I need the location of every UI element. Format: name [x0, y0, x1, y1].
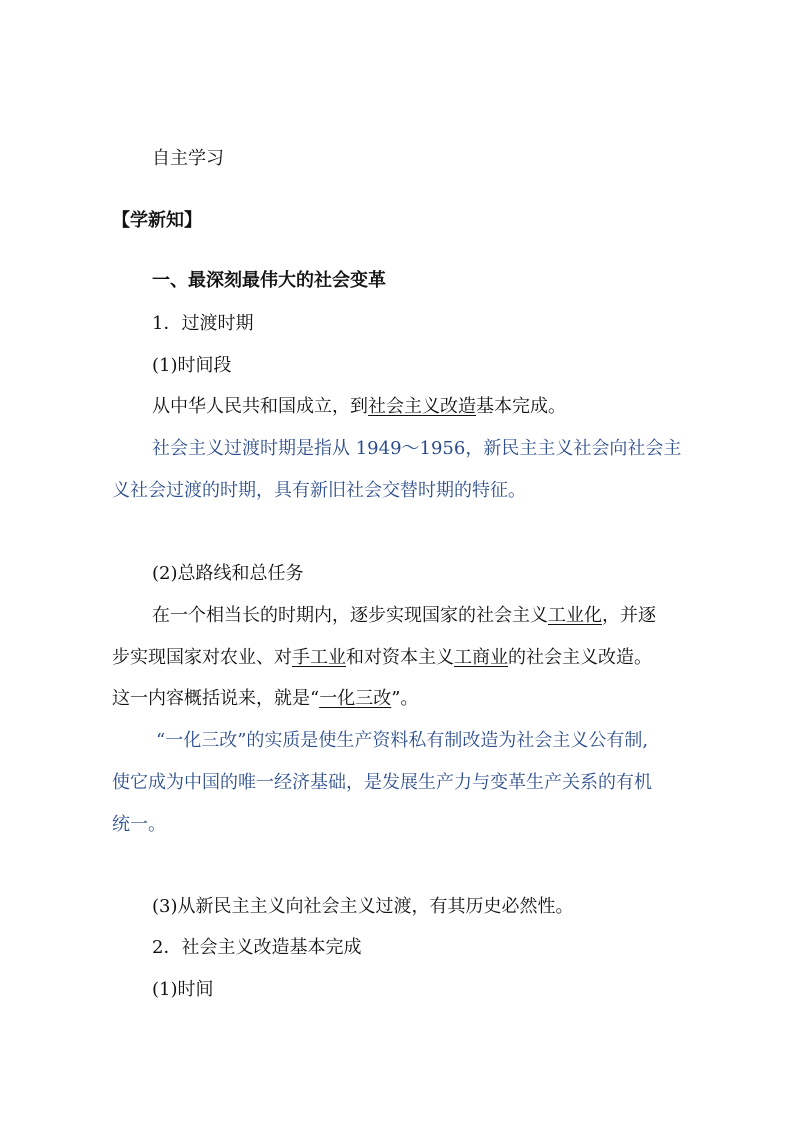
item1-sub1-note-line1: 社会主义过渡时期是指从 1949～1956，新民主主义社会向社会主	[152, 438, 682, 459]
item1-sub2-title: (2)总路线和总任务	[152, 563, 304, 584]
item1-sub3-title: (3)从新民主主义向社会主义过渡，有其历史必然性。	[152, 896, 574, 917]
text-segment: 基本完成。	[476, 396, 566, 417]
item1-sub1-note-line2: 义社会过渡的时期，具有新旧社会交替时期的特征。	[112, 480, 526, 501]
item1-sub2-note-line2: 使它成为中国的唯一经济基础，是发展生产力与变革生产关系的有机	[112, 772, 652, 793]
text-segment: 和对资本主义	[346, 647, 454, 668]
item1-sub1-text	[0, 396, 794, 418]
heading-1: 一、最深刻最伟大的社会变革	[152, 270, 386, 291]
underlined-term: 社会主义改造	[368, 396, 476, 417]
page-title: 自主学习	[152, 148, 224, 169]
section-label: 【学新知】	[112, 210, 202, 231]
text-segment: 这一内容概括说来，就是“	[112, 688, 320, 709]
item1-sub2-line3	[0, 688, 794, 710]
underlined-term: 工业化	[548, 605, 602, 626]
text-segment: 在一个相当长的时期内，逐步实现国家的社会主义	[152, 605, 548, 626]
item2-title: 2．社会主义改造基本完成	[152, 937, 362, 958]
item1-sub2-note-line1: “一化三改”的实质是使生产资料私有制改造为社会主义公有制,	[156, 730, 649, 751]
item1-sub2-line2	[0, 647, 794, 669]
text-segment: 从中华人民共和国成立，到	[152, 396, 368, 417]
item1-sub1-title: (1)时间段	[152, 355, 232, 376]
underlined-term: 一化三改	[319, 688, 392, 709]
underlined-term: 手工业	[292, 647, 346, 668]
text-segment: ”。	[391, 688, 419, 709]
text-segment: 的社会主义改造。	[508, 647, 652, 668]
item1-title: 1．过渡时期	[152, 313, 254, 334]
text-segment: ，并逐	[602, 605, 656, 626]
item1-sub2-line1	[0, 605, 794, 627]
item2-sub1-title: (1)时间	[152, 979, 214, 1000]
item1-sub2-note-line3: 统一。	[112, 814, 166, 835]
underlined-term: 工商业	[454, 647, 508, 668]
text-segment: 步实现国家对农业、对	[112, 647, 292, 668]
